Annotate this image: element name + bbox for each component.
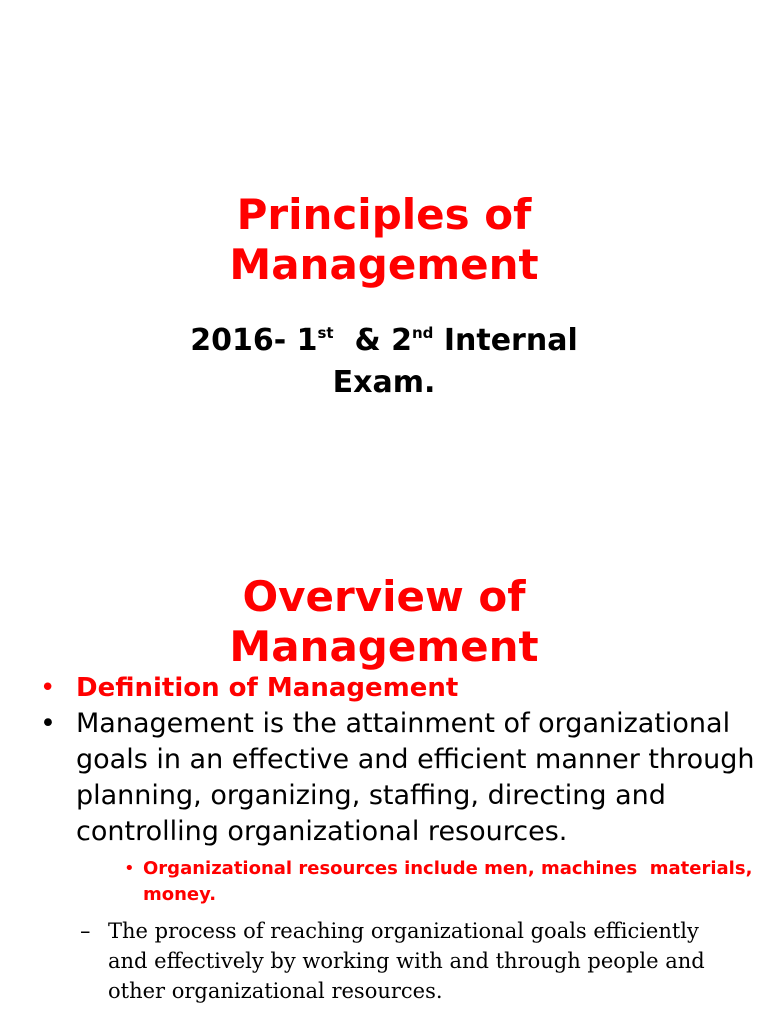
title-line-2: Management [229, 240, 539, 289]
bullet-dot: • [40, 708, 56, 739]
dash-marker: – [80, 919, 91, 943]
sub-bullet-resources [0, 856, 768, 908]
overview-slide [0, 572, 768, 672]
bullet-management [0, 706, 768, 850]
subtitle-rest: Internal [433, 323, 578, 358]
dash-item-text: The process of reaching organizational goals efficiently and effectively by working with and through people and other organizational resources. [108, 919, 705, 1003]
subtitle-sup-first: st [317, 324, 334, 342]
bullet-definition-text: Definition of Management [76, 673, 459, 703]
slide-title [0, 190, 768, 290]
dash-item-process [0, 916, 768, 1006]
bullet-dot: • [40, 673, 56, 703]
overview-title [0, 572, 768, 672]
subtitle-sup-second: nd [411, 324, 434, 342]
bullet-definition [0, 670, 768, 706]
overview-title-line-1: Overview of [242, 572, 526, 621]
sub-bullet-text: Organizational resources include men, machines materials, money. [143, 858, 759, 905]
slide-subtitle [0, 320, 768, 404]
bullet-management-text: Management is the attainment of organizational goals in an effective and efficient manner through planning, organizing, staffing, directing and controlling organizational resources. [76, 708, 755, 847]
sub-bullet-dot: • [124, 858, 135, 879]
bullet-list [0, 670, 768, 1006]
title-line-1: Principles of [236, 190, 532, 239]
title-slide [0, 190, 768, 404]
subtitle-line-2: Exam. [332, 365, 436, 400]
subtitle-year: 2016- 1 [190, 323, 318, 358]
subtitle-amp: & 2 [333, 323, 412, 358]
overview-title-line-2: Management [229, 622, 539, 671]
